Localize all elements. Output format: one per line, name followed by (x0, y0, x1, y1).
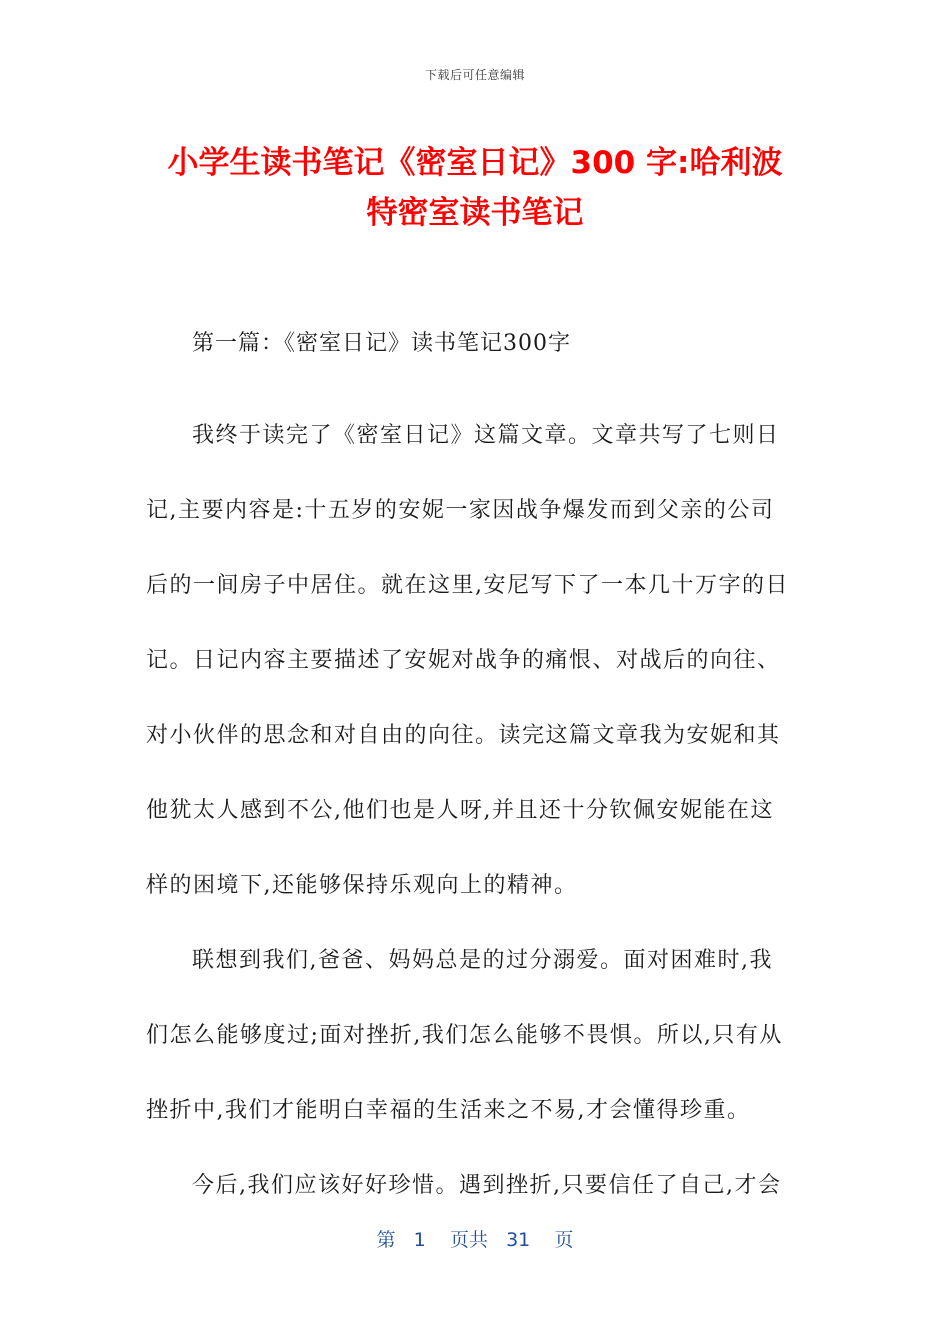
footer-suffix: 页 (554, 1229, 574, 1251)
text-line: 联想到我们,爸爸、妈妈总是的过分溺爱。面对困难时,我 (192, 948, 773, 973)
text-line: 对小伙伴的思念和对自由的向往。读完这篇文章我为安妮和其 (146, 723, 781, 748)
text-line: 他犹太人感到不公,他们也是人呀,并且还十分钦佩安妮能在这 (146, 798, 774, 823)
text-line: 记。日记内容主要描述了安妮对战争的痛恨、对战后的向往、 (146, 648, 781, 673)
text-line: 我终于读完了《密室日记》这篇文章。文章共写了七则日 (192, 423, 780, 448)
text-line: 挫折中,我们才能明白幸福的生活来之不易,才会懂得珍重。 (146, 1098, 751, 1123)
header-note: 下载后可任意编辑 (424, 68, 525, 82)
document-body (146, 398, 806, 1223)
paragraph-2 (146, 923, 806, 1148)
title-line-1: 小学生读书笔记《密室日记》300 字:哈利波 (167, 145, 783, 181)
text-line: 样的困境下,还能够保持乐观向上的精神。 (146, 873, 578, 898)
paragraph-3 (146, 1148, 806, 1223)
page-footer (0, 1225, 950, 1252)
footer-total-pages: 31 (506, 1229, 531, 1251)
footer-middle: 页共 (449, 1229, 488, 1251)
section-heading: 第一篇：《密室日记》读书笔记300字 (192, 331, 571, 356)
document-title (110, 138, 840, 238)
paragraph-1 (146, 398, 806, 923)
text-line: 们怎么能够度过;面对挫折,我们怎么能够不畏惧。所以,只有从 (146, 1023, 783, 1048)
text-line: 后的一间房子中居住。就在这里,安尼写下了一本几十万字的日 (146, 573, 789, 598)
footer-prefix: 第 (376, 1229, 396, 1251)
title-line-2: 特密室读书笔记 (366, 195, 584, 231)
text-line: 记,主要内容是:十五岁的安妮一家因战争爆发而到父亲的公司 (146, 498, 775, 523)
text-line: 今后,我们应该好好珍惜。遇到挫折,只要信任了自己,才会 (192, 1173, 782, 1198)
footer-page-number: 1 (413, 1229, 426, 1251)
